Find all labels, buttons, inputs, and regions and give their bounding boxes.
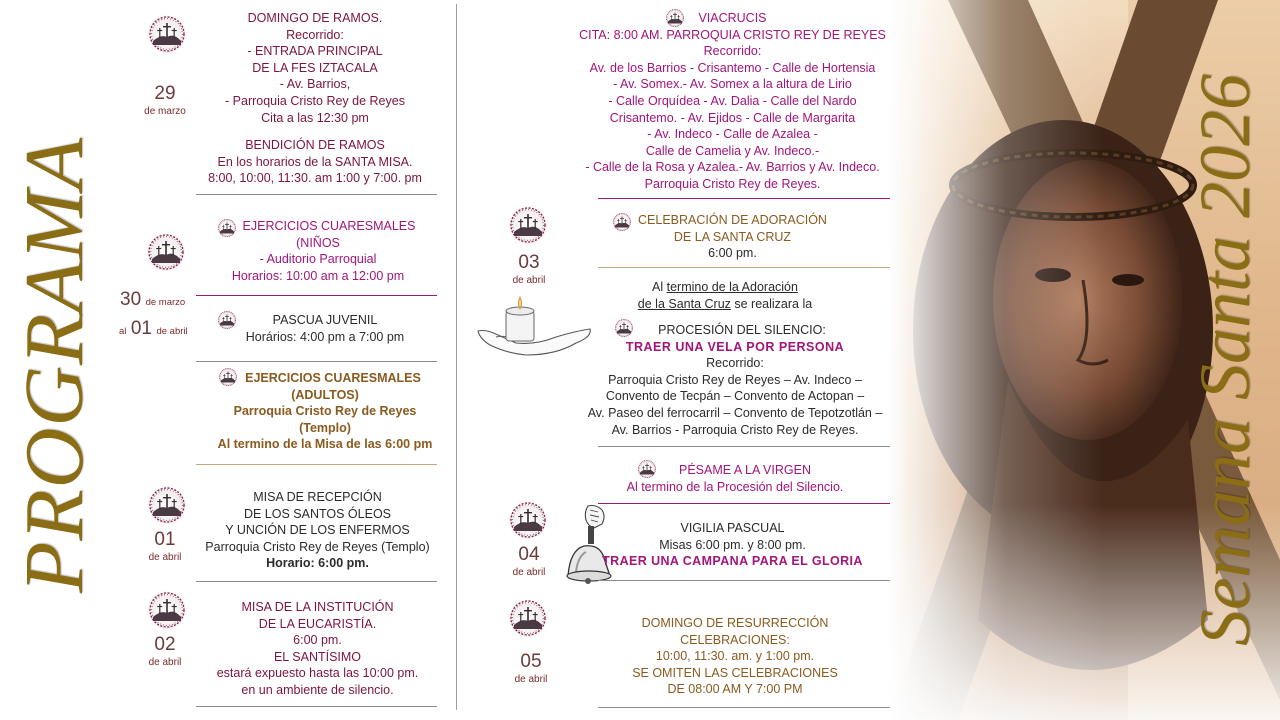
crown-of-thorns-icon [146,232,186,272]
text-line: Convento de Tecpán – Convento de Actopan – [605,389,865,404]
celebracion-adoracion [620,212,845,262]
text-line: Horários: 4:00 pm a 7:00 pm [245,329,405,344]
text-line: Parroquia Cristo Rey de Reyes. [644,176,821,191]
text-line: - Av. Indeco - Calle de Azalea - [647,127,818,142]
text-line: 6:00 pm. [293,633,342,648]
text-fragment: de la Santa Cruz [637,296,731,311]
text-line: - Auditorio Parroquial [259,252,377,267]
date-month: de abril [148,657,182,668]
text-line: PÉSAME A LA VIRGEN [678,463,811,477]
bendicion-de-ramos [195,137,435,187]
text-line: VIACRUCIS [698,11,767,25]
crown-of-thorns-icon [147,590,187,630]
ejercicios-cuaresmales-adultos [200,370,450,453]
crown-of-thorns-icon [508,598,548,638]
text-line: DOMINGO DE RESURRECCIÓN [641,616,829,630]
procesion-del-silencio [575,322,895,438]
text-line: 6:00 pm. [708,246,757,261]
text-line: - Av. Somex.- Av. Somex a la altura de Lirio [613,77,852,92]
al-termino-adoracion [620,279,830,312]
separator [598,198,890,199]
column-divider [456,4,457,710]
date-day: 04 [518,544,540,565]
text-fragment: Al [652,280,667,294]
misa-institucion-eucaristia [195,599,440,699]
text-line: Y UNCIÓN DE LOS ENFERMOS [225,523,410,538]
date-day: 01 [130,318,152,339]
text-line: Av. Paseo del ferrocarril – Convento de Tepotzotlán – [587,405,883,420]
text-line: CELEBRACIONES: [680,632,790,647]
text-fragment: termino de la Adoración [666,280,798,294]
date-29-marzo [130,83,200,118]
text-line: DE LOS SANTOS ÓLEOS [243,506,392,521]
separator [196,581,437,582]
text-line: BENDICIÓN DE RAMOS [245,138,385,152]
text-line: Calle de Camelia y Av. Indeco.- [645,143,820,158]
date-day: 29 [154,83,176,104]
ejercicios-cuaresmales-ninos [208,218,428,284]
text-line: Parroquia Cristo Rey de Reyes (Templo) [205,539,430,554]
separator [598,446,890,447]
separator [196,194,437,195]
text-line: 8:00, 10:00, 11:30. am 1:00 y 7:00. pm [208,171,422,186]
text-line: Al termino de la Procesión del Silencio. [626,479,844,494]
text-line: DE LA EUCARISTÍA. [258,616,377,631]
date-month: de abril [512,567,546,578]
text-line: SE OMITEN LAS CELEBRACIONES [632,665,838,680]
text-line: - Parroquia Cristo Rey de Reyes [225,93,405,108]
text-line: estará expuesto hasta las 10:00 pm. [216,666,419,681]
date-day: 30 [120,289,142,310]
crown-of-thorns-icon [508,500,548,540]
text-line: - Av. Barrios, [279,77,351,92]
text-line: PASCUA JUVENIL [272,313,378,327]
text-line: (ADULTOS) [291,387,359,402]
text-line: Al termino de la Misa de las 6:00 pm [217,437,433,452]
text-line: Recorrido: [706,356,764,371]
date-day: 01 [154,529,176,550]
text-line: - Calle Orquídea - Av. Dalia - Calle del Nardo [608,93,857,108]
date-day: 05 [520,651,542,672]
text-line: TRAER UNA VELA POR PERSONA [625,339,845,354]
separator [196,464,437,465]
holy-week-title: Semana Santa 2026 [1185,74,1265,646]
date-month: de marzo [145,297,186,308]
text-line: DOMINGO DE RAMOS. [247,11,383,25]
text-line: Crisantemo. - Av. Ejidos - Calle de Margarita [609,110,856,125]
date-month: de abril [512,275,546,286]
separator [196,361,437,362]
text-line: DE LA FES IZTACALA [252,60,378,75]
date-03-abril [494,252,564,287]
misa-santos-oleos [195,489,440,572]
separator [598,267,890,268]
text-line: Recorrido: [286,27,344,42]
date-02-abril [130,634,200,669]
text-line: Misas 6:00 pm. y 8:00 pm. [659,537,806,552]
text-line: en un ambiente de silencio. [241,682,394,697]
pascua-juvenil [205,312,445,345]
crown-of-thorns-icon [508,205,548,245]
text-line: DE 08:00 AM Y 7:00 PM [667,682,803,697]
text-line: (Templo) [299,420,351,435]
text-line: Parroquia Cristo Rey de Reyes [233,404,417,419]
date-month: de marzo [144,106,186,117]
text-line: En los horarios de la SANTA MISA. [217,154,413,169]
date-05-abril [496,651,566,686]
domingo-de-resurreccion [600,615,870,698]
separator [196,295,437,296]
separator [196,706,437,707]
text-line: Recorrido: [703,44,762,59]
date-01-abril [130,529,200,564]
text-line: PROCESIÓN DEL SILENCIO: [658,323,826,337]
text-line: Av. de los Barrios - Crisantemo - Calle de Hortensia [589,60,876,75]
text-line: MISA DE RECEPCIÓN [253,490,382,504]
text-line: Parroquia Cristo Rey de Reyes – Av. Indeco – [608,372,862,387]
date-01-abril-range [119,318,188,340]
text-line: Av. Barrios - Parroquia Cristo Rey de Reyes. [611,422,859,437]
crown-of-thorns-icon [147,485,187,525]
viacrucis [560,10,905,193]
text-line: (NIÑOS [296,235,340,250]
separator [598,580,890,581]
program-title: PROGRAMA [8,137,101,593]
text-line: EJERCICIOS CUARESMALES [242,219,416,233]
separator [598,707,890,708]
text-line: - ENTRADA PRINCIPAL [247,44,383,59]
domingo-de-ramos [195,10,435,126]
text-line: 10:00, 11:30. am. y 1:00 pm. [655,649,815,664]
crown-of-thorns-icon [147,14,187,54]
text-line: CELEBRACIÓN DE ADORACIÓN [638,213,827,227]
text-line: - Calle de la Rosa y Azalea.- Av. Barrios y Av. Indeco. [585,160,880,175]
date-month: de abril [514,674,548,685]
text-line: CITA: 8:00 AM. PARROQUIA CRISTO REY DE REYES [579,27,886,42]
date-30-marzo [120,289,185,311]
date-day: 02 [154,634,176,655]
text-line: MISA DE LA INSTITUCIÓN [241,600,394,614]
pesame-a-la-virgen [600,462,870,495]
text-fragment: se realizara la [730,296,813,311]
date-prefix: al [119,326,127,337]
text-line: Horario: 6:00 pm. [266,556,369,571]
vigilia-pascual [595,520,870,570]
text-line: EJERCICIOS CUARESMALES [245,371,421,385]
date-day: 03 [518,252,540,273]
separator [598,503,890,504]
text-line: TRAER UNA CAMPANA PARA EL GLORIA [602,554,863,569]
text-line: EL SANTÍSIMO [273,649,362,664]
date-month: de abril [148,552,182,563]
text-line: DE LA SANTA CRUZ [673,229,792,244]
text-line: VIGILIA PASCUAL [680,521,785,535]
text-line: Cita a las 12:30 pm [261,110,369,125]
text-line: Horarios: 10:00 am a 12:00 pm [231,268,405,283]
date-month: de abril [156,326,188,337]
